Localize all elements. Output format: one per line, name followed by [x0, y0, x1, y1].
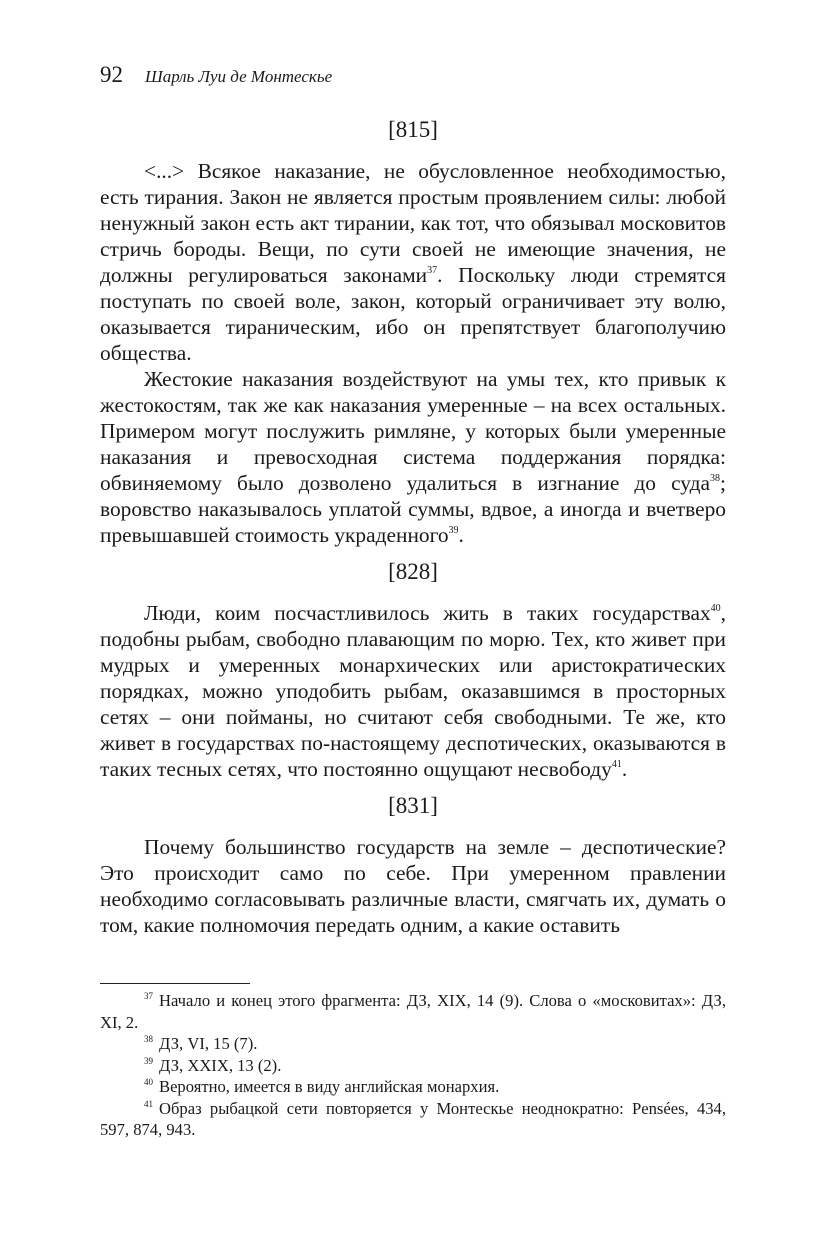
- paragraph-text: <...> Всякое наказание, не обусловленное необходимостью, есть тирания. Закон не является простым проявлением силы: любой ненужный закон есть акт тирании, как тот, что обязывал московитов стричь бороды. Вещи, по сути своей не имеющие значения, не должны регулироваться законами: [100, 159, 726, 287]
- paragraph-text: .: [458, 523, 464, 547]
- footnote: [100, 1076, 726, 1098]
- section-number: [815]: [388, 117, 438, 142]
- paragraph-text: Жестокие наказания воздействуют на умы тех, кто привык к жестокостям, так же как наказания умеренные – на всех остальных. Примером могут послужить римляне, у которых были умеренные наказания и превосходная система поддержания порядка: обвиняемому было дозволено удалиться в изгнание до суда: [100, 367, 726, 495]
- footnote-separator: [100, 983, 250, 984]
- main-text: [100, 114, 726, 938]
- footnote-ref[interactable]: 40: [710, 603, 721, 614]
- footnote-number: 40: [144, 1077, 153, 1087]
- page-number: 92: [100, 62, 123, 87]
- paragraph-text: .: [621, 757, 628, 781]
- footnote-number: 38: [144, 1034, 153, 1044]
- paragraph-text: Почему большинство государств на земле – деспотические? Это происходит само по себе. При умеренном правлении необходимо согласовывать различные власти, смягчать их, думать о том, какие полномочия передать одним, а какие оставить: [100, 835, 726, 937]
- footnote-text: Образ рыбацкой сети повторяется у Монтескье неоднократно: Pensées, 434, 597, 874, 943.: [100, 1098, 726, 1139]
- footnote-number: 37: [144, 991, 153, 1001]
- footnotes: [100, 990, 726, 1141]
- footnote-ref[interactable]: 38: [710, 473, 721, 484]
- paragraph: [100, 158, 726, 366]
- footnote-ref[interactable]: 37: [427, 265, 438, 276]
- paragraph-text: , подобны рыбам, свободно плавающим по морю. Тех, кто живет при мудрых и умеренных монархических или аристократических порядках, можно уподобить рыбам, оказавшимся в просторных сетях – они пойманы, но считают себя свободными. Те же, кто живет в государствах по-настоящему деспотических, оказываются в таких тесных сетях, что постоянно ощущают несвободу: [100, 601, 726, 781]
- footnote-ref[interactable]: 41: [611, 759, 622, 770]
- footnote-text: Начало и конец этого фрагмента: ДЗ, XIX, 14 (9). Слова о «московитах»: ДЗ, XI, 2.: [100, 991, 726, 1032]
- footnote: [100, 990, 726, 1033]
- paragraph: [100, 834, 726, 938]
- paragraph: [100, 600, 726, 782]
- footnote: [100, 1033, 726, 1055]
- footnote-text: Вероятно, имеется в виду английская монархия.: [159, 1077, 500, 1096]
- paragraph: [100, 366, 726, 548]
- footnote-text: ДЗ, VI, 15 (7).: [159, 1034, 258, 1053]
- paragraph-text: . Поскольку люди стремятся поступать по своей воле, закон, который ограничивает эту волю, оказывается тираническим, ибо он препятствует благополучию общества.: [100, 263, 726, 365]
- footnote: [100, 1098, 726, 1141]
- footnote-ref[interactable]: 39: [448, 525, 459, 536]
- footnote-text: ДЗ, XXIX, 13 (2).: [159, 1055, 282, 1075]
- page-header: [100, 62, 332, 88]
- section-number: [828]: [388, 559, 438, 584]
- paragraph-text: ; воровство наказывалось уплатой суммы, вдвое, а иногда и вчетверо превышавшей стоимость украденного: [100, 471, 726, 547]
- running-title: Шарль Луи де Монтескье: [145, 67, 333, 86]
- footnote: [100, 1055, 726, 1077]
- paragraph-text: Люди, коим посчастливилось жить в таких государствах: [144, 601, 711, 625]
- section-number: [831]: [388, 793, 438, 818]
- footnote-number: 39: [144, 1055, 153, 1066]
- footnote-number: 41: [144, 1098, 153, 1109]
